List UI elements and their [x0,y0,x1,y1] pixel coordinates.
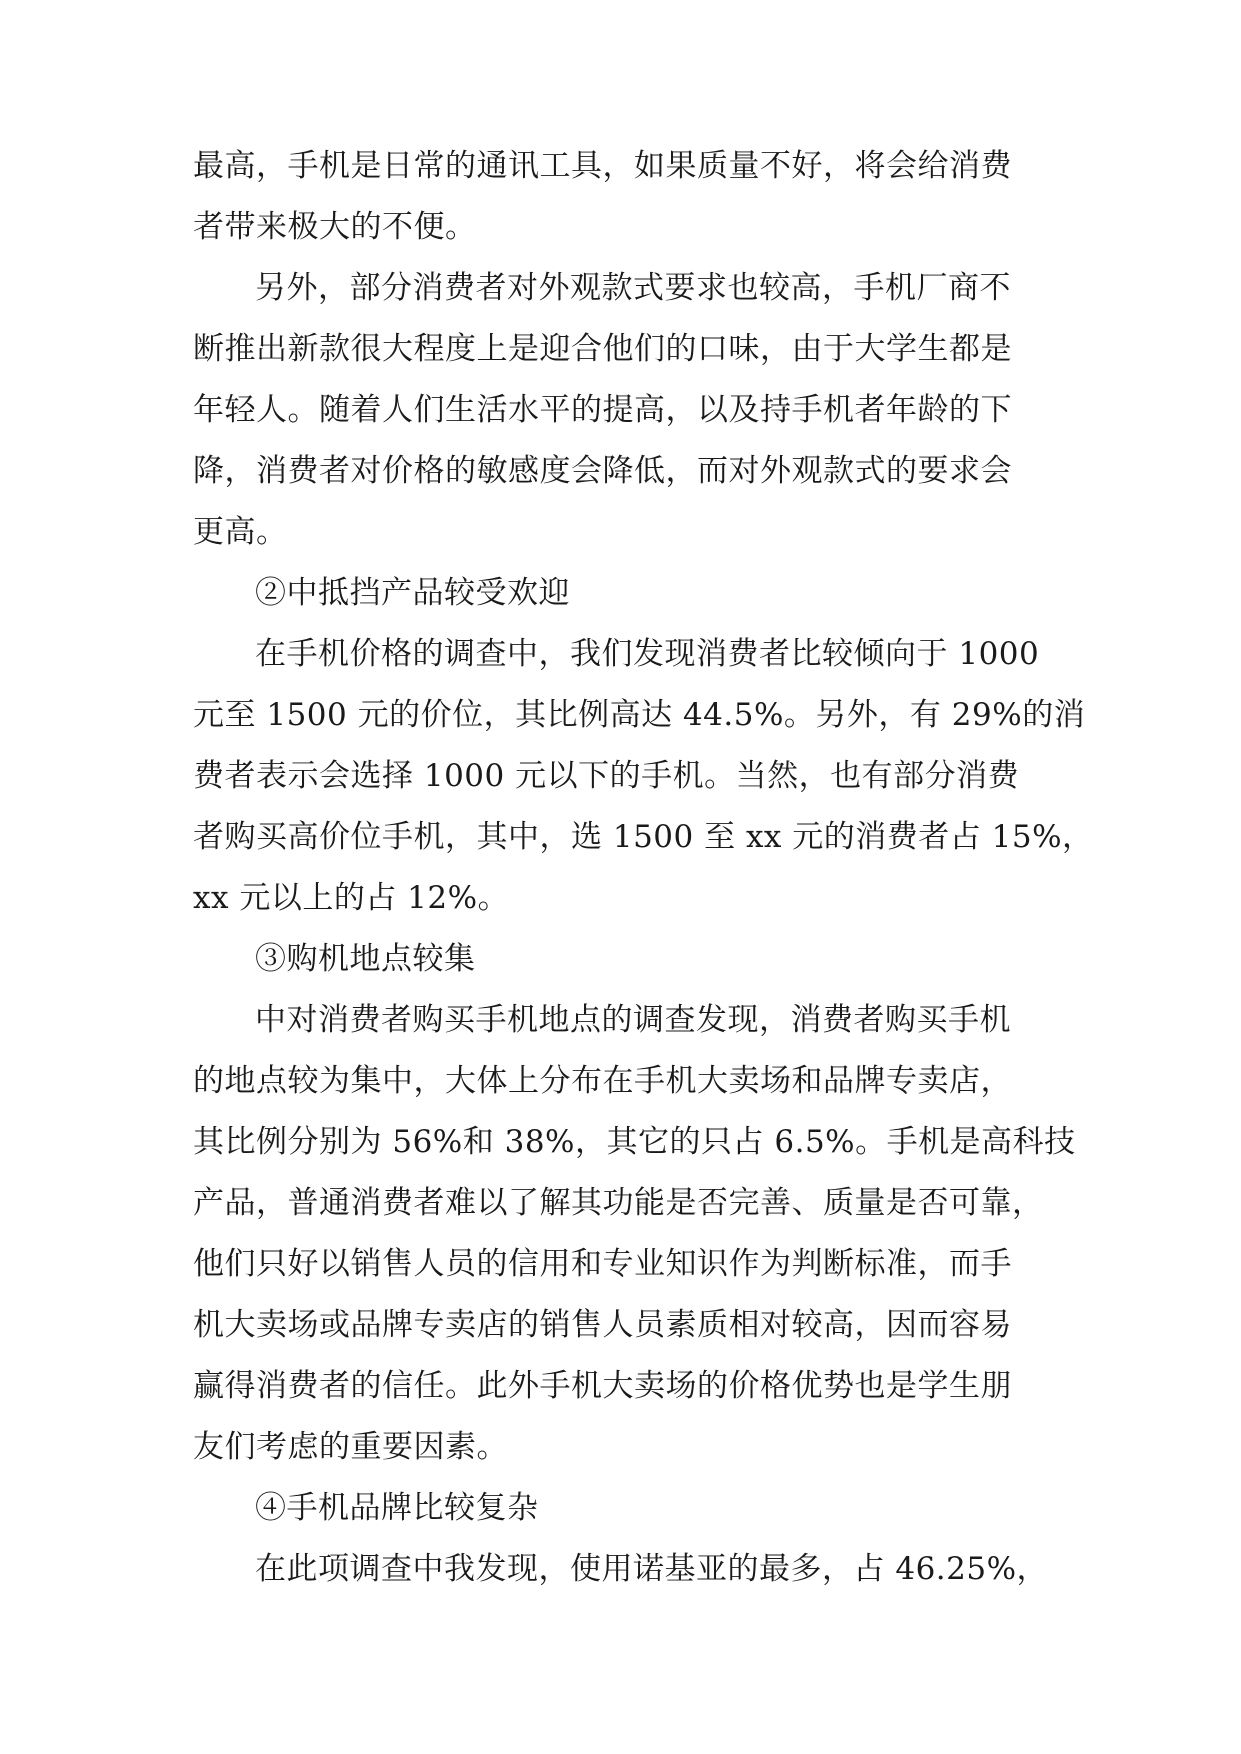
text-line: 产品，普通消费者难以了解其功能是否完善、质量是否可靠， [193,1185,1044,1221]
paragraph-start-line: 在手机价格的调查中，我们发现消费者比较倾向于 1000 [255,636,1040,672]
text-line: 友们考虑的重要因素。 [193,1429,508,1465]
text-line: 他们只好以销售人员的信用和专业知识作为判断标准，而手 [193,1246,1012,1282]
paragraph-start-line: 中对消费者购买手机地点的调查发现，消费者购买手机 [255,1002,1011,1038]
paragraph-start-line: 另外，部分消费者对外观款式要求也较高，手机厂商不 [255,270,1011,306]
text-line: 年轻人。随着人们生活水平的提高，以及持手机者年龄的下 [193,392,1012,428]
section-heading: ②中抵挡产品较受欢迎 [255,575,570,611]
text-line: 者购买高价位手机，其中，选 1500 至 xx 元的消费者占 15%， [193,819,1094,855]
text-line: 更高。 [193,514,288,550]
text-line: 的地点较为集中，大体上分布在手机大卖场和品牌专卖店， [193,1063,1012,1099]
text-line: xx 元以上的占 12%。 [193,880,510,916]
text-line: 最高，手机是日常的通讯工具，如果质量不好，将会给消费 [193,148,1012,184]
text-line: 其比例分别为 56%和 38%，其它的只占 6.5%。手机是高科技 [193,1124,1076,1160]
text-line: 赢得消费者的信任。此外手机大卖场的价格优势也是学生朋 [193,1368,1012,1404]
text-line: 降，消费者对价格的敏感度会降低，而对外观款式的要求会 [193,453,1012,489]
section-heading: ④手机品牌比较复杂 [255,1490,539,1526]
section-heading: ③购机地点较集 [255,941,476,977]
text-line: 断推出新款很大程度上是迎合他们的口味，由于大学生都是 [193,331,1012,367]
text-line: 元至 1500 元的价位，其比例高达 44.5%。另外，有 29%的消 [193,697,1086,733]
text-line: 费者表示会选择 1000 元以下的手机。当然，也有部分消费 [193,758,1020,794]
paragraph-start-line: 在此项调查中我发现，使用诺基亚的最多，占 46.25%， [255,1551,1049,1587]
text-line: 者带来极大的不便。 [193,209,477,245]
text-line: 机大卖场或品牌专卖店的销售人员素质相对较高，因而容易 [193,1307,1012,1343]
